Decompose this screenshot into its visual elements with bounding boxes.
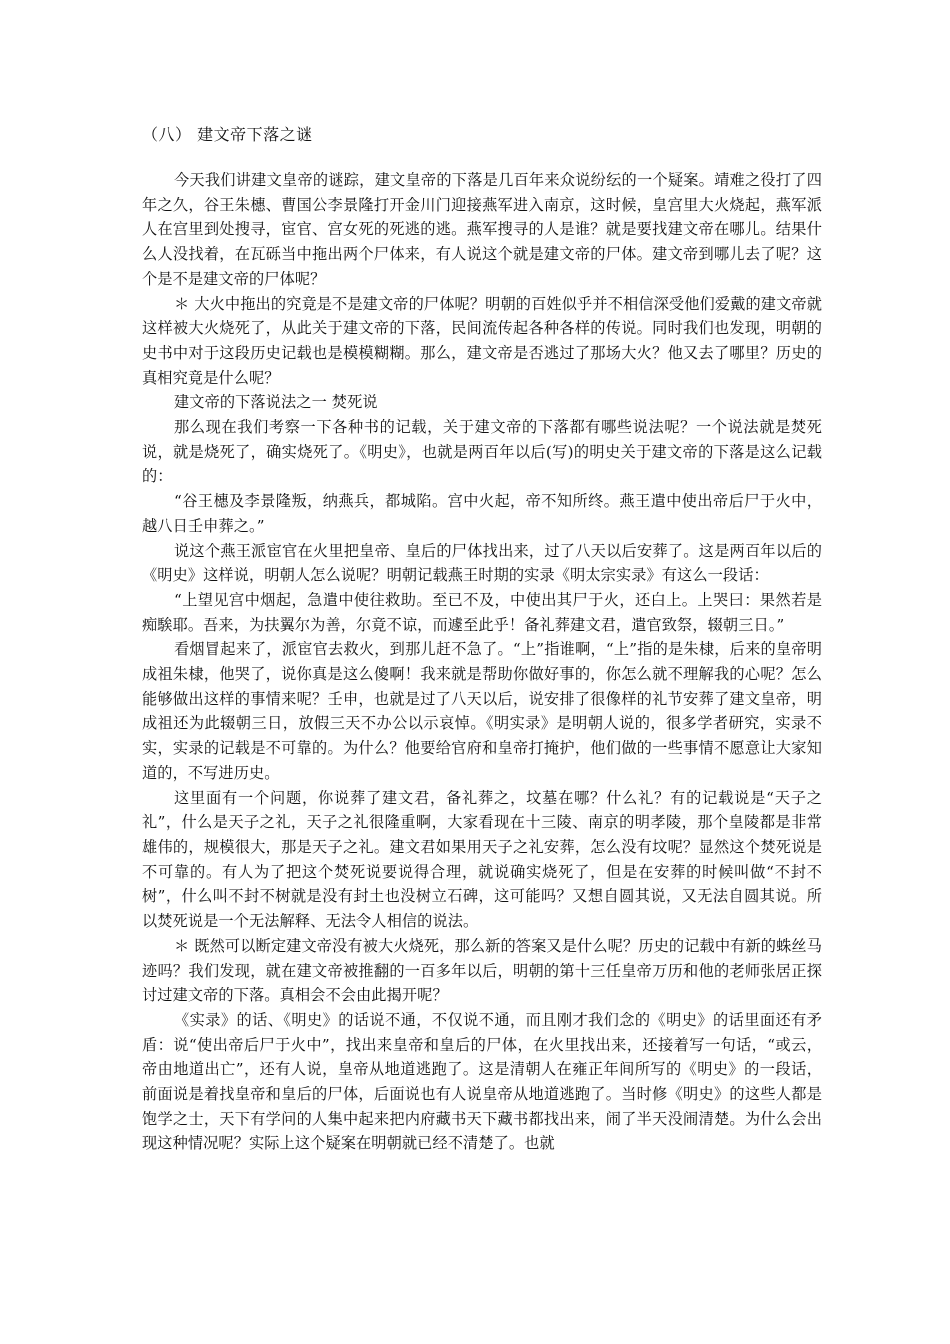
paragraph: 看烟冒起来了，派宦官去救火，到那儿赶不急了。“上”指谁啊，“上”指的是朱棣，后来的皇帝明成祖朱棣，他哭了，说你真是这么傻啊！我来就是帮助你做好事的，你怎么就不理解我的心呢？怎么能够做出这样的事情来呢？壬申，也就是过了八天以后，说安排了很像样的礼节安葬了建文皇帝，明成祖还为此辍朝三日，放假三天不办公以示哀悼。《明实录》是明朝人说的，很多学者研究，实录不实，实录的记载是不可靠的。为什么？他要给官府和皇帝打掩护，他们做的一些事情不愿意让大家知道的，不写进历史。 [142,640,822,782]
subheading: 建文帝的下落说法之一 焚死说 [174,393,378,412]
paragraph: 《实录》的话、《明史》的话说不通，不仅说不通，而且刚才我们念的《明史》的话里面还有矛盾：说“使出帝后尸于火中”，找出来皇帝和皇后的尸体，在火里找出来，还接着写一句话，“或云，帝由地道出亡”，还有人说，皇帝从地道逃跑了。这是清朝人在雍正年间所写的《明史》的一段话，前面说是着找皇帝和皇后的尸体，后面说也有人说皇帝从地道逃跑了。当时修《明史》的这些人都是饱学之士，天下有学问的人集中起来把内府藏书天下藏书都找出来，闹了半天没闹清楚。为什么会出现这种情况呢？实际上这个疑案在明朝就已经不清楚了。也就 [142,1010,822,1153]
quotation: “谷王橞及李景隆叛，纳燕兵，都城陷。宫中火起，帝不知所终。燕王遣中使出帝后尸于火中，越八日壬申葬之。” [142,492,822,535]
document-page [142,124,822,1156]
paragraph: ＊ 大火中拖出的究竟是不是建文帝的尸体呢？明朝的百姓似乎并不相信深受他们爱戴的建文帝就这样被大火烧死了，从此关于建文帝的下落，民间流传起各种各样的传说。同时我们也发现，明朝的史书中对于这段历史记载也是模模糊糊。那么，建文帝是否逃过了那场大火？他又去了哪里？历史的真相究竟是什么呢？ [142,294,822,387]
paragraph: ＊ 既然可以断定建文帝没有被大火烧死，那么新的答案又是什么呢？历史的记载中有新的蛛丝马迹吗？我们发现，就在建文帝被推翻的一百多年以后，明朝的第十三任皇帝万历和他的老师张居正探讨过建文帝的下落。真相会不会由此揭开呢？ [142,936,822,1005]
paragraph: 说这个燕王派宦官在火里把皇帝、皇后的尸体找出来，过了八天以后安葬了。这是两百年以后的《明史》这样说，明朝人怎么说呢？明朝记载燕王时期的实录《明太宗实录》有这么一段话： [142,541,822,585]
quotation: “上望见宫中烟起，急遣中使往救助。至已不及，中使出其尸于火，还白上。上哭曰：果然若是痴騃耶。吾来，为扶翼尔为善，尔竟不谅，而遽至此乎！备礼葬建文君，遣官致祭，辍朝三日。” [142,590,822,634]
paragraph: 今天我们讲建文皇帝的谜踪，建文皇帝的下落是几百年来众说纷纭的一个疑案。靖难之役打了四年之久，谷王朱橞、曹国公李景隆打开金川门迎接燕军进入南京，这时候，皇宫里大火烧起，燕军派人在宫里到处搜寻，宦官、宫女死的死逃的逃。燕军搜寻的人是谁？就是要找建文帝在哪儿。结果什么人没找着，在瓦砾当中拖出两个尸体来，有人说这个就是建文帝的尸体。建文帝到哪儿去了呢？这个是不是建文帝的尸体呢？ [142,171,822,288]
section-title: （八） 建文帝下落之谜 [142,125,313,144]
paragraph: 这里面有一个问题，你说葬了建文君，备礼葬之，坟墓在哪？什么礼？有的记载说是“天子之礼”，什么是天子之礼，天子之礼很隆重啊，大家看现在十三陵、南京的明孝陵，那个皇陵都是非常雄伟的，规模很大，那是天子之礼。建文君如果用天子之礼安葬，怎么没有坟呢？显然这个焚死说是不可靠的。有人为了把这个焚死说要说得合理，就说确实烧死了，但是在安葬的时候叫做“不封不树”，什么叫不封不树就是没有封土也没树立石碑，这可能吗？又想自圆其说，又无法自圆其说。所以焚死说是一个无法解释、无法令人相信的说法。 [142,788,822,931]
paragraph: 那么现在我们考察一下各种书的记载，关于建文帝的下落都有哪些说法呢？一个说法就是焚死说，就是烧死了，确实烧死了。《明史》，也就是两百年以后(写)的明史关于建文帝的下落是这么记载的： [142,418,822,486]
